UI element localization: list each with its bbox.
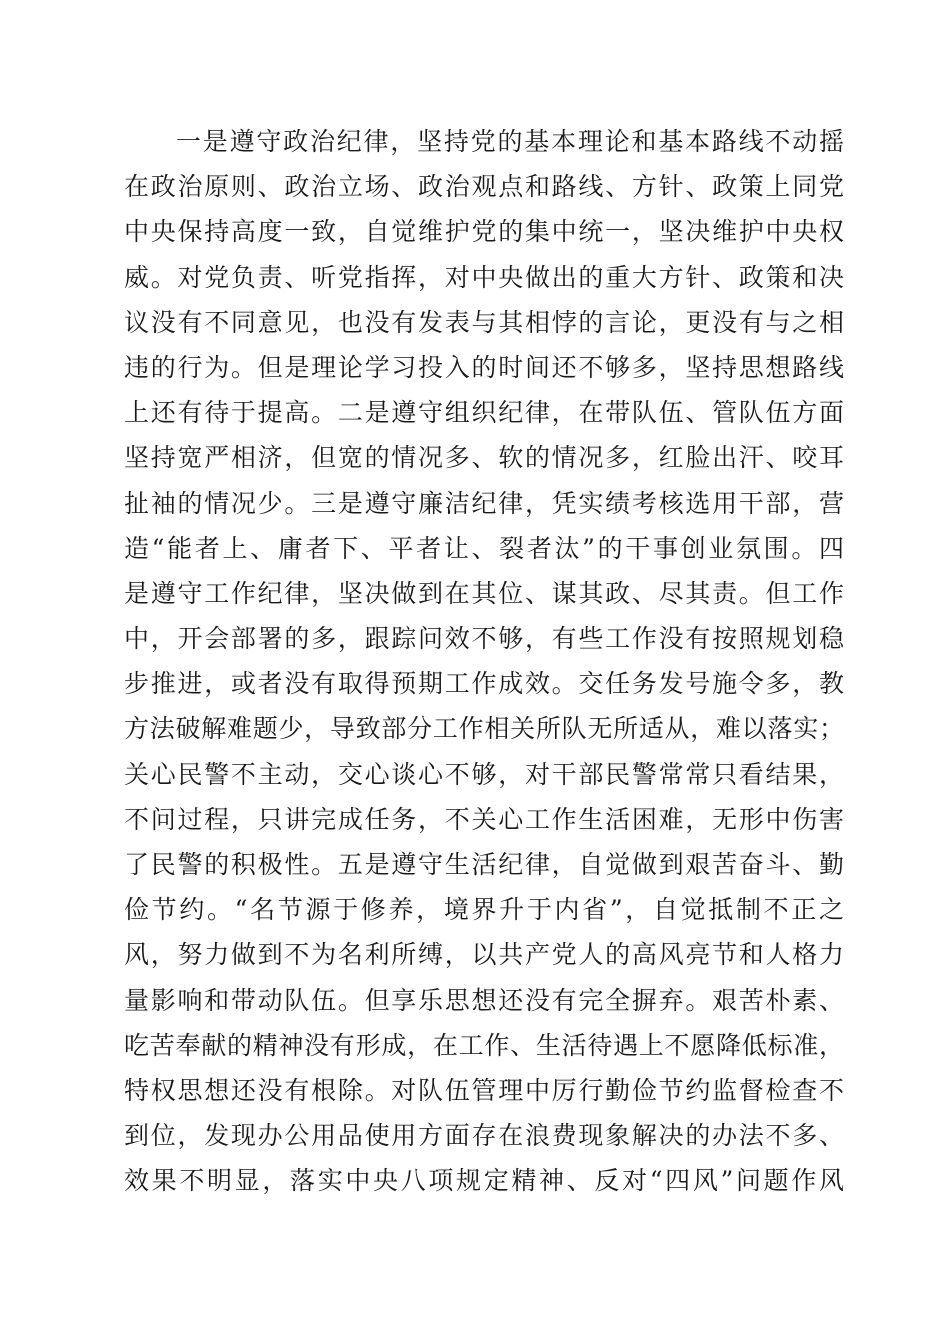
paragraph-line-24: 效果不明显，落实中央八项规定精神、反对“四风”问题作风 (124, 1166, 844, 1196)
paragraph-line-15: 关心民警不主动，交心谈心不够，对干部民警常常只看结果， (124, 759, 844, 789)
paragraph-line-5: 议没有不同意见，也没有发表与其相悖的言论，更没有与之相 (124, 307, 844, 337)
paragraph-line-1: 一是遵守政治纪律，坚持党的基本理论和基本路线不动摇 (176, 127, 844, 156)
paragraph-line-8: 坚持宽严相济，但宽的情况多、软的情况多，红脸出汗、咬耳 (124, 443, 844, 473)
paragraph-line-17: 了民警的积极性。五是遵守生活纪律，自觉做到艰苦奋斗、勤 (124, 850, 844, 879)
paragraph-line-7: 上还有待于提高。二是遵守组织纪律，在带队伍、管队伍方面 (124, 398, 844, 428)
paragraph-line-3: 中央保持高度一致，自觉维护党的集中统一，坚决维护中央权 (124, 217, 844, 247)
paragraph-line-14: 方法破解难题少，导致部分工作相关所队无所适从，难以落实； (124, 714, 844, 744)
paragraph-line-18: 俭节约。“名节源于修养，境界升于内省”，自觉抵制不正之 (124, 895, 844, 925)
paragraph-line-6: 违的行为。但是理论学习投入的时间还不够多，坚持思想路线 (124, 352, 844, 382)
paragraph-line-20: 量影响和带动队伍。但享乐思想还没有完全摒弃。艰苦朴素、 (124, 985, 844, 1015)
paragraph-line-4: 威。对党负责、听党指挥，对中央做出的重大方针、政策和决 (124, 262, 844, 292)
paragraph-line-11: 是遵守工作纪律，坚决做到在其位、谋其政、尽其责。但工作 (124, 578, 844, 608)
paragraph-line-19: 风，努力做到不为名利所缚，以共产党人的高风亮节和人格力 (124, 940, 844, 970)
paragraph-line-16: 不问过程，只讲完成任务，不关心工作生活困难，无形中伤害 (124, 804, 844, 834)
paragraph-line-21: 吃苦奉献的精神没有形成，在工作、生活待遇上不愿降低标准， (124, 1030, 844, 1060)
paragraph-line-10: 造“能者上、庸者下、平者让、裂者汰”的干事创业氛围。四 (124, 533, 844, 563)
paragraph-line-23: 到位，发现办公用品使用方面存在浪费现象解决的办法不多、 (124, 1121, 844, 1151)
paragraph-line-9: 扯袖的情况少。三是遵守廉洁纪律，凭实绩考核选用干部，营 (124, 488, 844, 518)
paragraph-line-12: 中，开会部署的多，跟踪问效不够，有些工作没有按照规划稳 (124, 624, 844, 654)
paragraph-line-2: 在政治原则、政治立场、政治观点和路线、方针、政策上同党 (124, 172, 844, 202)
body-paragraph (124, 119, 844, 1204)
paragraph-line-22: 特权思想还没有根除。对队伍管理中厉行勤俭节约监督检查不 (124, 1075, 844, 1105)
paragraph-line-13: 步推进，或者没有取得预期工作成效。交任务发号施令多，教 (124, 669, 844, 699)
